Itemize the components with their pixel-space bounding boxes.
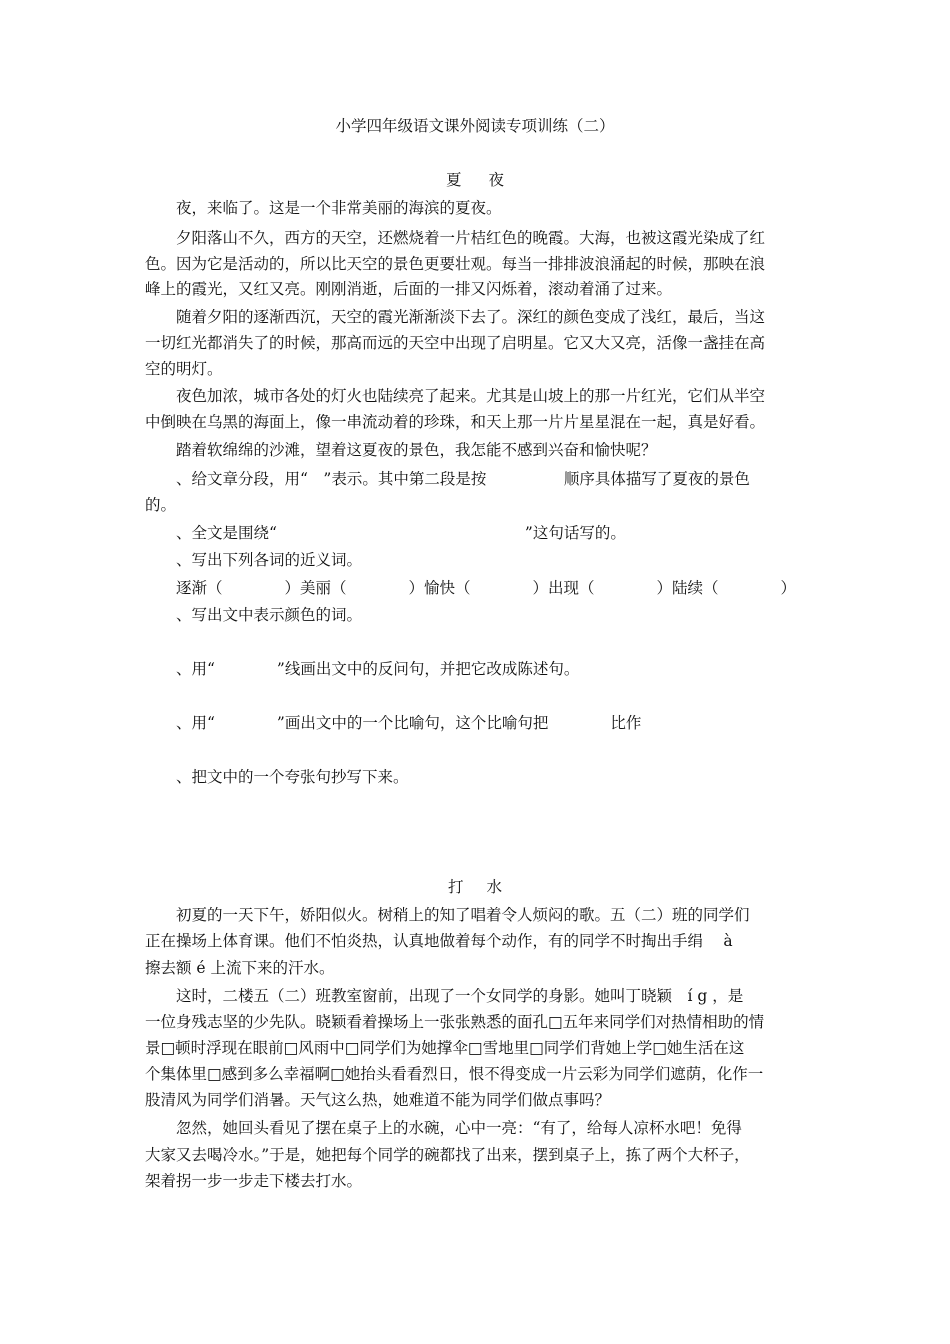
paragraph-line: 峰上的霞光，又红又亮。刚刚消逝，后面的一排又闪烁着，滚动着涌了过来。	[145, 280, 673, 298]
question-1: 、给文章分段，用“ ”表示。其中第二段是按 顺序具体描写了夏夜的景色	[145, 470, 750, 488]
paragraph-line: 大家又去喝冷水。”于是，她把每个同学的碗都找了出来，摆到桌子上，拣了两个大杯子，	[145, 1146, 750, 1164]
question-3-words: 逐渐（ ）美丽（ ）愉快（ ）出现（ ）陆续（ ）	[145, 579, 797, 597]
paragraph-line: 一位身残志坚的少先队。晓颖看着操场上一张张熟悉的面孔□五年来同学们对热情相助的情	[145, 1013, 765, 1031]
story-title-fetching-water: 打 水	[448, 878, 502, 896]
question-4: 、写出文中表示颜色的词。	[145, 606, 363, 624]
paragraph-line: 景□顿时浮现在眼前□风雨中□同学们为她撑伞□雪地里□同学们背她上学□她生活在这	[145, 1039, 745, 1057]
paragraph-line: 夕阳落山不久，西方的天空，还燃烧着一片桔红色的晚霞。大海，也被这霞光染成了红	[145, 229, 766, 247]
paragraph-line: 个集体里□感到多么幸福啊□她抬头看看烈日，恨不得变成一片云彩为同学们遮荫，化作一	[145, 1065, 764, 1083]
paragraph-line: 一切红光都消失了的时候，那高而远的天空中出现了启明星。它又大又亮，活像一盏挂在高	[145, 334, 766, 352]
story-title-summer-night: 夏 夜	[446, 171, 504, 189]
question-1-continued: 的。	[145, 496, 177, 514]
question-6: 、用“ ”画出文中的一个比喻句，这个比喻句把 比作	[145, 714, 642, 732]
paragraph-line: 夜色加浓，城市各处的灯火也陆续亮了起来。尤其是山坡上的那一片红光，它们从半空	[145, 387, 766, 405]
question-2: 、全文是围绕“ ”这句话写的。	[145, 524, 626, 542]
paragraph-line: 初夏的一天下午，娇阳似火。树稍上的知了唱着令人烦闷的歌。五（二）班的同学们	[145, 906, 750, 924]
paragraph-line: 中倒映在乌黑的海面上，像一串流动着的珍珠，和天上那一片片星星混在一起，真是好看。	[145, 413, 766, 431]
question-7: 、把文中的一个夸张句抄写下来。	[145, 768, 409, 786]
document-title: 小学四年级语文课外阅读专项训练（二）	[335, 117, 615, 135]
paragraph-line: 空的明灯。	[145, 360, 223, 378]
paragraph-line: 色。因为它是活动的，所以比天空的景色更要壮观。每当一排排波浪涌起的时候，那映在浪	[145, 255, 766, 273]
question-5: 、用“ ”线画出文中的反问句，并把它改成陈述句。	[145, 660, 580, 678]
paragraph-line: 忽然，她回头看见了摆在桌子上的水碗，心中一亮：“有了，给每人凉杯水吧！免得	[145, 1119, 742, 1137]
paragraph-line: 股清风为同学们消暑。天气这么热，她难道不能为同学们做点事吗？	[145, 1091, 611, 1109]
paragraph-line: 随着夕阳的逐渐西沉，天空的霞光渐渐淡下去了。深红的颜色变成了浅红，最后，当这	[145, 308, 766, 326]
paragraph-line: 夜，来临了。这是一个非常美丽的海滨的夏夜。	[145, 199, 502, 217]
paragraph-line: 擦去额 é 上流下来的汗水。	[145, 959, 335, 977]
question-3: 、写出下列各词的近义词。	[145, 551, 363, 569]
paragraph-line: 架着拐一步一步走下楼去打水。	[145, 1172, 363, 1190]
paragraph-line: 踏着软绵绵的沙滩，望着这夏夜的景色，我怎能不感到兴奋和愉快呢？	[145, 441, 657, 459]
paragraph-line: 这时，二楼五（二）班教室窗前，出现了一个女同学的身影。她叫丁晓颖 í g ，是	[145, 987, 744, 1005]
paragraph-line: 正在操场上体育课。他们不怕炎热，认真地做着每个动作，有的同学不时掏出手绢 à	[145, 932, 733, 950]
